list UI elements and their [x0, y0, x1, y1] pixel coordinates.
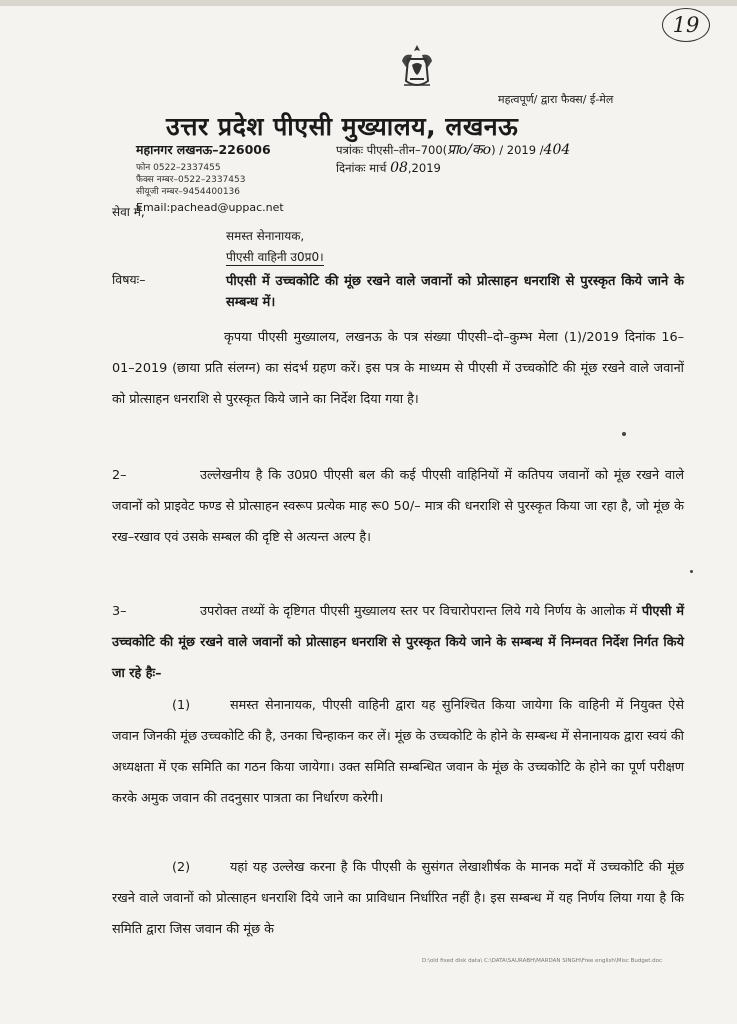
addressee-block	[226, 226, 324, 268]
letter-number: पत्रांकः पीएसी–तीन–700(प्राo/कo) / 2019 /404	[336, 142, 571, 158]
salutation: सेवा में,	[112, 205, 145, 219]
cug-number: सीयूजी नम्बर–9454400136	[136, 187, 241, 197]
file-path-footer: D:\old fixed disk data\ C:\DATA\SAURABH\MARDAN SINGH\Free english\Misc Budget.doc	[422, 958, 663, 964]
city-pincode: महानगर लखनऊ–226006	[136, 142, 271, 157]
state-emblem-icon	[394, 43, 440, 91]
paragraph-1: कृपया पीएसी मुख्यालय, लखनऊ के पत्र संख्या पीएसी–दो–कुम्भ मेला (1)/2019 दिनांक 16–01–2019 (छाया प्रति संलग्न) का संदर्भ ग्रहण करें। इस पत्र के माध्यम से पीएसी में उच्चकोटि की मूंछ रखने वाले जवानों को प्रोत्साहन धनराशि से पुरस्कृत किये जाने का निर्देश दिया गया है।	[112, 330, 684, 407]
subject-text: पीएसी में उच्चकोटि की मूंछ रखने वाले जवानों को प्रोत्साहन धनराशि से पुरस्कृत किये जाने के सम्बन्ध में।	[226, 274, 684, 310]
email-address: Email:pachead@uppac.net	[136, 201, 284, 214]
sub-point-1: (1) समस्त सेनानायक, पीएसी वाहिनी द्वारा यह सुनिश्चित किया जायेगा कि वाहिनी में नियुक्त ऐसे जवान जिनकी मूंछ उच्चकोटि की है, उनका चिन्हाकन कर लें। मूंछ के उच्चकोटि के होने के सम्बन्ध में सेनानायक द्वारा स्वयं की अध्यक्षता में एक समिति का गठन किया जायेगा। उक्त समिति सम्बन्धित जवान के मूंछ के उच्चकोटि के होने का पूर्ण परीक्षण करके अमुक जवान की तदनुसार पात्रता का निर्धारण करेगी।	[112, 698, 684, 806]
phone-number: फोन 0522–2337455	[136, 163, 221, 173]
addressee-line-1: समस्त सेनानायक,	[226, 229, 305, 243]
dispatch-mode: महत्वपूर्ण/ द्वारा फैक्स/ ई-मेल	[498, 93, 614, 106]
sub-point-2: (2) यहां यह उल्लेख करना है कि पीएसी के सुसंगत लेखाशीर्षक के मानक मदों में उच्चकोटि की मूंछ रखने वाले जवानों को प्रोत्साहन धनराशि दिये जाने का प्राविधान निर्धारित नहीं है। इस सम्बन्ध में यह निर्णय लिया गया है कि समिति द्वारा जिस जवान की मूंछ के	[112, 860, 684, 937]
scan-speck	[690, 570, 693, 573]
addressee-line-2: पीएसी वाहिनी उ0प्र0।	[226, 250, 324, 264]
fax-number: फैक्स नम्बर–0522–2337453	[136, 175, 246, 185]
paragraph-3: 3– उपरोक्त तथ्यों के दृष्टिगत पीएसी मुख्यालय स्तर पर विचारोपरान्त लिये गये निर्णय के आलोक में पीएसी में उच्चकोटि की मूंछ रखने वाले जवानों को प्रोत्साहन धनराशि से पुरस्कृत किये जाने के सम्बन्ध में निम्नवत निर्देश निर्गत किये जा रहे हैः–	[112, 604, 685, 681]
paragraph-2: 2– उल्लेखनीय है कि उ0प्र0 पीएसी बल की कई पीएसी वाहिनियों में कतिपय जवानों को मूंछ रखने वाले जवानों को प्राइवेट फण्ड से प्रोत्साहन स्वरूप प्रत्येक माह रू0 50/– मात्र की धनराशि से पुरस्कृत किया जा रहा है, जो मूंछ के रख–रखाव एवं उसके सम्बल की दृष्टि से अत्यन्त अल्प है।	[112, 468, 684, 545]
reference-block	[336, 141, 570, 177]
subject-label: विषयः–	[112, 272, 146, 287]
letterhead-title: उत्तर प्रदेश पीएसी मुख्यालय, लखनऊ	[166, 112, 519, 141]
contact-block	[136, 141, 284, 214]
letter-date: दिनांकः मार्च 08,2019	[336, 160, 441, 176]
page-top-edge	[0, 0, 737, 6]
scan-speck	[622, 432, 626, 436]
page-number-circle: 19	[662, 8, 710, 42]
